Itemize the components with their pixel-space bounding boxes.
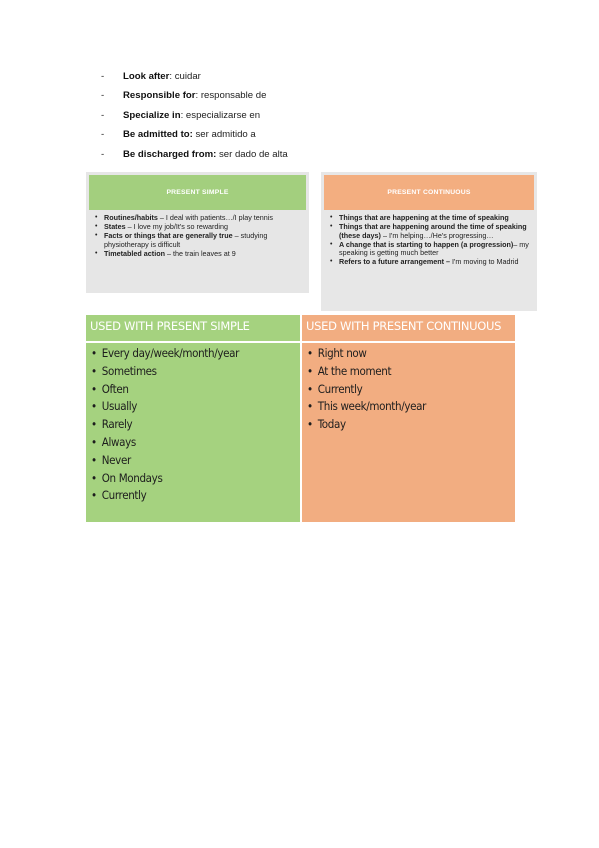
list-dash: - (101, 148, 105, 160)
use-heading: States (104, 222, 126, 232)
list-dash: - (101, 90, 105, 102)
vocab-term: Specialize in (123, 109, 181, 121)
list-item: • At the moment (307, 363, 426, 381)
list-item: • Usually (91, 398, 239, 416)
vocab-translation: ser admitido a (192, 129, 256, 141)
use-example: – my speaking is getting much better (339, 239, 529, 258)
vocab-term: Be discharged from: (123, 148, 217, 160)
present-continuous-box (321, 172, 537, 311)
vocab-term: Look after (123, 71, 170, 82)
list-item: • Every day/week/month/year (91, 345, 239, 363)
present-continuous-expressions (307, 345, 426, 434)
vocab-translation: especializarse en (183, 109, 261, 121)
present-continuous-column-header: USED WITH PRESENT CONTINUOUS (302, 315, 515, 343)
vocab-sep: : (195, 90, 199, 102)
present-continuous-column (302, 315, 515, 522)
list-item: • Never (91, 452, 239, 470)
vocab-item (101, 70, 401, 89)
present-simple-uses (92, 214, 301, 259)
vocab-item (101, 128, 401, 147)
use-example: I'm moving to Madrid (450, 257, 519, 267)
use-example: – I'm helping…/He's progressing… (380, 230, 494, 240)
present-continuous-uses (327, 214, 529, 268)
vocab-translation: ser dado de alta (216, 148, 288, 160)
list-item (104, 250, 301, 259)
list-item: • Rarely (91, 416, 239, 434)
list-dash: - (101, 129, 105, 141)
list-item (104, 232, 301, 249)
present-simple-column (86, 315, 300, 522)
list-item: • Always (91, 434, 239, 452)
use-heading: Refers to a future arrangement – (339, 257, 451, 267)
vocab-translation: responsable de (198, 90, 267, 102)
use-example: – I love my job/It's so rewarding (125, 222, 229, 232)
list-item: • Currently (307, 381, 426, 399)
list-item: • Currently (91, 487, 239, 505)
use-heading: Things that are happening at the time of speaking (339, 213, 509, 222)
use-heading: Routines/habits (104, 213, 158, 222)
list-item: • Sometimes (91, 363, 239, 381)
present-simple-expressions (91, 345, 239, 505)
time-expressions-table (86, 315, 515, 522)
list-item (339, 223, 529, 240)
list-item: • Often (91, 381, 239, 399)
list-item: • Right now (307, 345, 426, 363)
list-item: • This week/month/year (307, 398, 426, 416)
use-heading: Things that are happening around the time of speaking (these days) (339, 222, 527, 240)
list-item (339, 258, 529, 267)
vocab-item (101, 148, 401, 167)
vocab-translation: cuidar (172, 71, 201, 82)
present-continuous-title: PRESENT CONTINUOUS (324, 175, 534, 210)
use-heading: Facts or things that are generally true (104, 231, 233, 241)
use-example: – studying physiotherapy is difficult (104, 231, 268, 249)
list-dash: - (101, 109, 105, 121)
list-item: • On Mondays (91, 470, 239, 488)
vocabulary-list (101, 70, 401, 167)
vocab-sep: : (169, 71, 173, 82)
list-item (339, 241, 529, 258)
list-item: • Today (307, 416, 426, 434)
present-simple-column-header: USED WITH PRESENT SIMPLE (86, 315, 300, 343)
use-example: – I deal with patients…/I play tennis (157, 213, 273, 222)
use-heading: Timetabled action (104, 248, 165, 258)
use-example: – the train leaves at 9 (164, 248, 236, 258)
vocab-term: Responsible for (123, 90, 196, 102)
present-simple-title: PRESENT SIMPLE (89, 175, 306, 210)
vocab-sep: : (180, 109, 184, 121)
vocab-item (101, 109, 401, 128)
vocab-term: Be admitted to: (123, 129, 193, 141)
present-simple-box (86, 172, 309, 293)
vocab-item (101, 89, 401, 108)
list-dash: - (101, 71, 105, 82)
use-heading: A change that is starting to happen (a progression) (339, 239, 514, 249)
